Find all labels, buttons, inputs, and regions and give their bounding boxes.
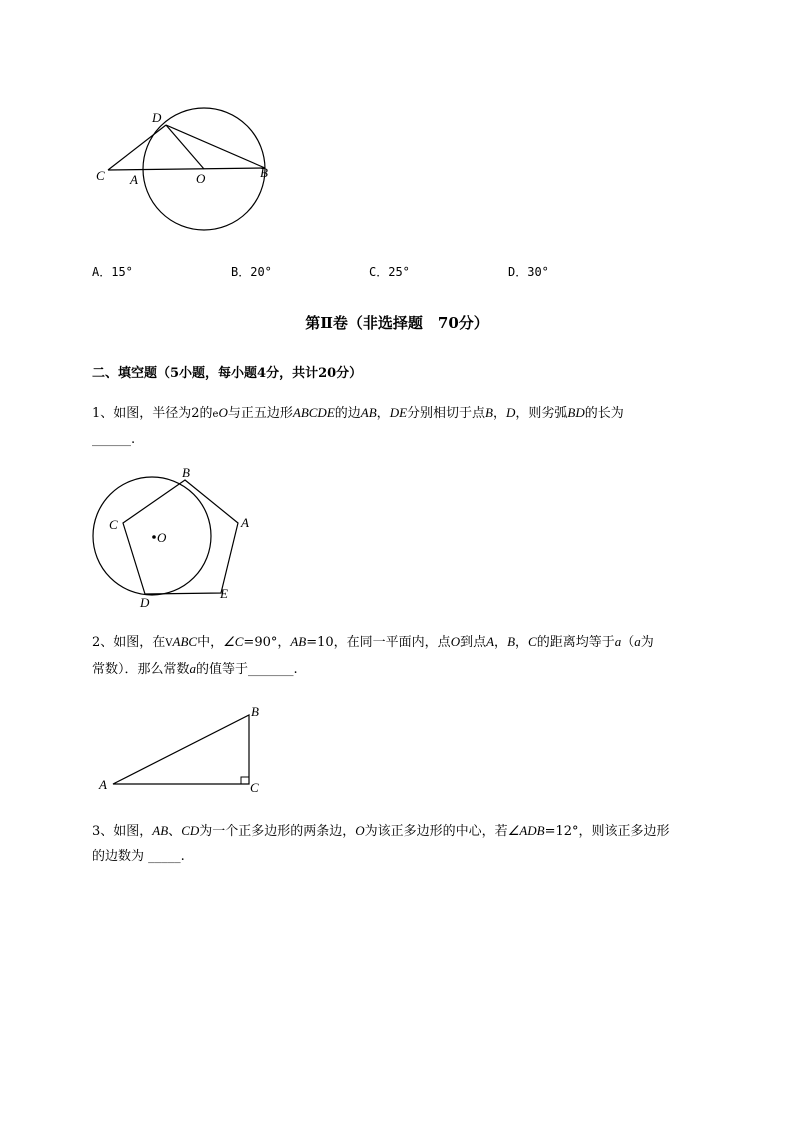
figure-circle-tangent: [90, 105, 290, 235]
choice-b: B．20°: [231, 265, 272, 279]
q2-abc: ABC: [172, 634, 198, 649]
q1-answer-blank: ______.: [92, 432, 136, 447]
q3-text: 的边数为: [92, 849, 145, 864]
q2-triangle-symbol: V: [165, 638, 173, 649]
q2-var-a: a: [189, 661, 197, 676]
q2-c: C: [528, 634, 537, 649]
q1-text: 与正五边形: [227, 406, 293, 421]
q2-text: 中，: [197, 635, 224, 650]
line-cd: [108, 125, 166, 170]
label-b: B: [182, 465, 190, 480]
q3-angle-adb: ∠ADB: [507, 823, 545, 838]
q2-text: =90°，: [243, 635, 291, 650]
pentagon-abcde: [123, 480, 238, 594]
q2-answer-blank: _______.: [248, 662, 298, 677]
q3-text: 为该正多边形的中心，若: [364, 824, 508, 839]
q1-text: 1、如图，半径为2的: [92, 406, 213, 421]
line-cb: [108, 168, 265, 170]
q3-o: O: [355, 823, 365, 838]
choice-c: C．25°: [369, 265, 410, 279]
figure-circle-tangent-svg: [90, 105, 290, 235]
label-c: C: [96, 168, 105, 183]
label-b: B: [260, 165, 268, 180]
q2-o: O: [450, 634, 461, 649]
label-a: A: [241, 515, 249, 530]
q2-text: =10，在同一平面内，点: [306, 635, 451, 650]
q1-comma: ，: [493, 406, 507, 421]
question-1: [92, 400, 742, 452]
line-db: [166, 125, 265, 168]
q1-ab: AB: [360, 405, 377, 420]
q1-text: ，则劣弧: [515, 406, 568, 421]
q1-text: 分别相切于点: [407, 406, 486, 421]
label-o: O: [157, 530, 167, 545]
question-3: [92, 818, 742, 869]
label-b: B: [251, 704, 259, 719]
label-d: D: [140, 595, 150, 610]
figure-right-triangle-svg: [92, 700, 272, 800]
q2-text: 的距离均等于: [536, 635, 615, 650]
q2-text: 为: [640, 635, 654, 650]
question-2: 2、如图，在VABC中，∠C=90°，AB=10，在同一平面内，点O到点A，B，C的距离均等于a（a为 常数）．那么常数a的值等于_______.: [92, 634, 654, 677]
q2-paren: （: [621, 635, 635, 650]
q1-text: 的边: [334, 406, 361, 421]
label-e: E: [220, 586, 228, 601]
line-do: [166, 125, 204, 169]
choice-d: D．30°: [508, 265, 549, 279]
q2-var-a: a: [614, 634, 622, 649]
q2-var-a: a: [634, 634, 641, 649]
center-dot: [152, 535, 156, 539]
q3-cd: CD: [181, 823, 200, 838]
q2-ab: AB: [290, 634, 307, 649]
q1-abcde: ABCDE: [292, 405, 335, 420]
q1-de: DE: [389, 405, 408, 420]
right-angle-mark: [241, 777, 249, 784]
section-title: 第Ⅱ卷（非选择题 70分）: [305, 314, 489, 332]
label-a: A: [130, 172, 138, 187]
label-o: O: [196, 171, 206, 186]
q2-b: B: [507, 634, 516, 649]
q1-text: 的长为: [584, 406, 624, 421]
q2-text: 的值等于: [196, 662, 249, 677]
figure-circle-pentagon-svg: [90, 465, 260, 615]
q1-comma: ，: [376, 406, 390, 421]
circle-o: [93, 477, 211, 595]
q1-o: O: [218, 405, 228, 420]
q3-answer-blank: _____.: [144, 849, 185, 864]
label-c: C: [109, 517, 118, 532]
answer-choices: [92, 263, 692, 279]
figure-circle-pentagon: [90, 465, 260, 615]
q2-a: A: [486, 634, 495, 649]
triangle-abc: [113, 715, 249, 784]
figure-right-triangle: [92, 700, 272, 800]
q1-circle-symbol: e: [212, 409, 219, 420]
q2-text: 2、如图，在: [92, 635, 166, 650]
label-c: C: [250, 780, 259, 795]
q3-sep: 、: [168, 824, 182, 839]
q3-text: 为一个正多边形的两条边，: [199, 824, 356, 839]
choice-a: A．15°: [92, 265, 133, 279]
q2-text: 到点: [460, 635, 487, 650]
label-a: A: [99, 777, 107, 792]
q3-ab: AB: [152, 823, 169, 838]
q1-bd: BD: [567, 405, 585, 420]
label-d: D: [152, 110, 162, 125]
q2-angle-c: ∠C: [223, 634, 244, 649]
fill-blank-header: 二、填空题（5小题，每小题4分，共计20分）: [92, 366, 363, 381]
q2-text: 常数）．那么常数: [92, 662, 190, 677]
q3-text: =12°，则该正多边形: [544, 824, 670, 839]
q1-b: B: [485, 405, 493, 420]
q1-d: D: [506, 405, 516, 420]
q3-text: 3、如图，: [92, 824, 153, 839]
